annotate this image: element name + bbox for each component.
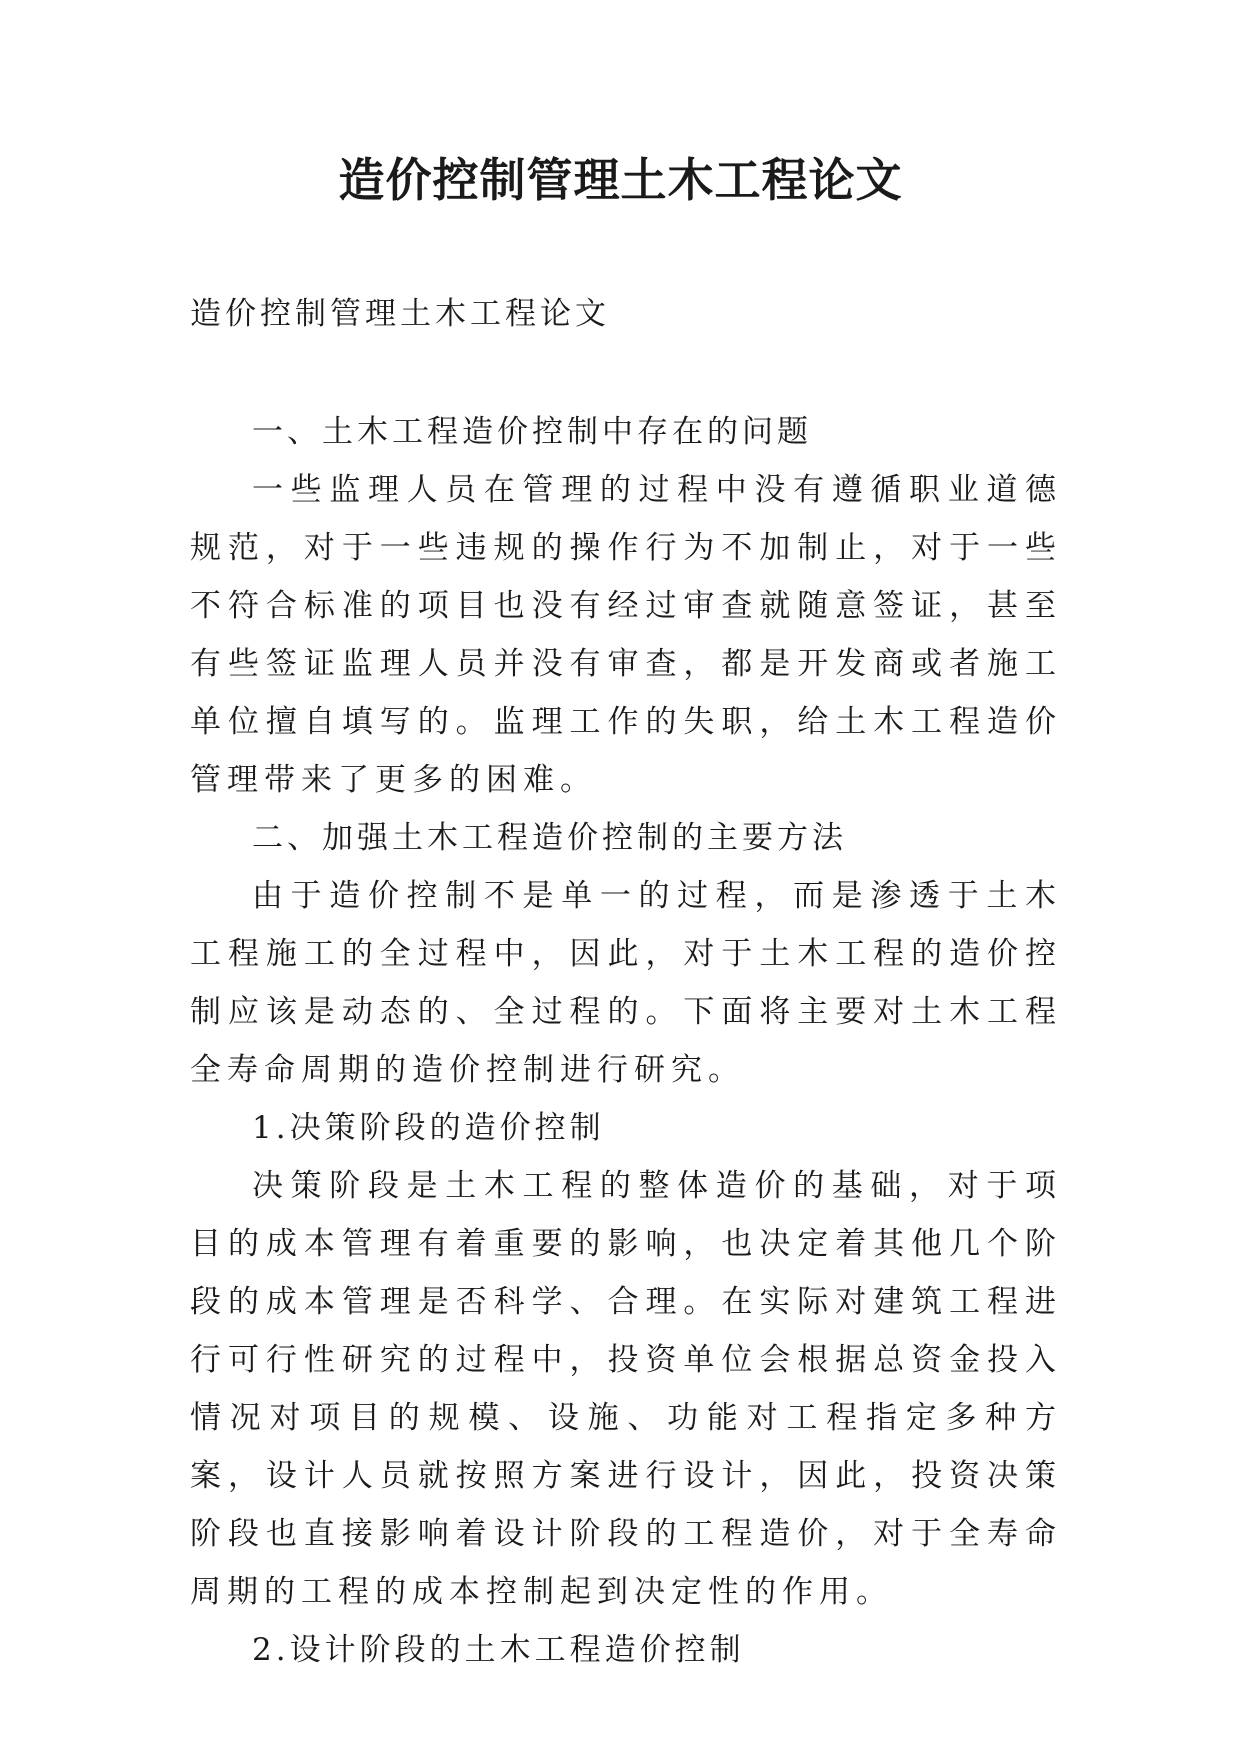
document-title: 造价控制管理土木工程论文 (338, 153, 903, 207)
document-body (190, 403, 1062, 1679)
section-heading-2: 二、加强土木工程造价控制的主要方法 (252, 820, 847, 856)
subsection-heading-2: 2.设计阶段的土木工程造价控制 (252, 1632, 745, 1668)
paragraph-3: 决策阶段是土木工程的整体造价的基础，对于项目的成本管理有着重要的影响，也决定着其他几个阶段的成本管理是否科学、合理。在实际对建筑工程进行可行性研究的过程中，投资单位会根据总资金投入情况对项目的规模、设施、功能对工程指定多种方案，设计人员就按照方案进行设计，因此，投资决策阶段也直接影响着设计阶段的工程造价，对于全寿命周期的工程的成本控制起到决定性的作用。 (190, 1168, 1062, 1610)
subsection-heading-1: 1.决策阶段的造价控制 (252, 1110, 605, 1146)
document-subtitle: 造价控制管理土木工程论文 (190, 296, 610, 332)
paragraph-2: 由于造价控制不是单一的过程，而是渗透于土木工程施工的全过程中，因此，对于土木工程的造价控制应该是动态的、全过程的。下面将主要对土木工程全寿命周期的造价控制进行研究。 (190, 878, 1062, 1088)
paragraph-1: 一些监理人员在管理的过程中没有遵循职业道德规范，对于一些违规的操作行为不加制止，对于一些不符合标准的项目也没有经过审查就随意签证，甚至有些签证监理人员并没有审查，都是开发商或者施工单位擅自填写的。监理工作的失职，给土木工程造价管理带来了更多的困难。 (190, 472, 1062, 798)
section-heading-1: 一、土木工程造价控制中存在的问题 (252, 414, 812, 450)
